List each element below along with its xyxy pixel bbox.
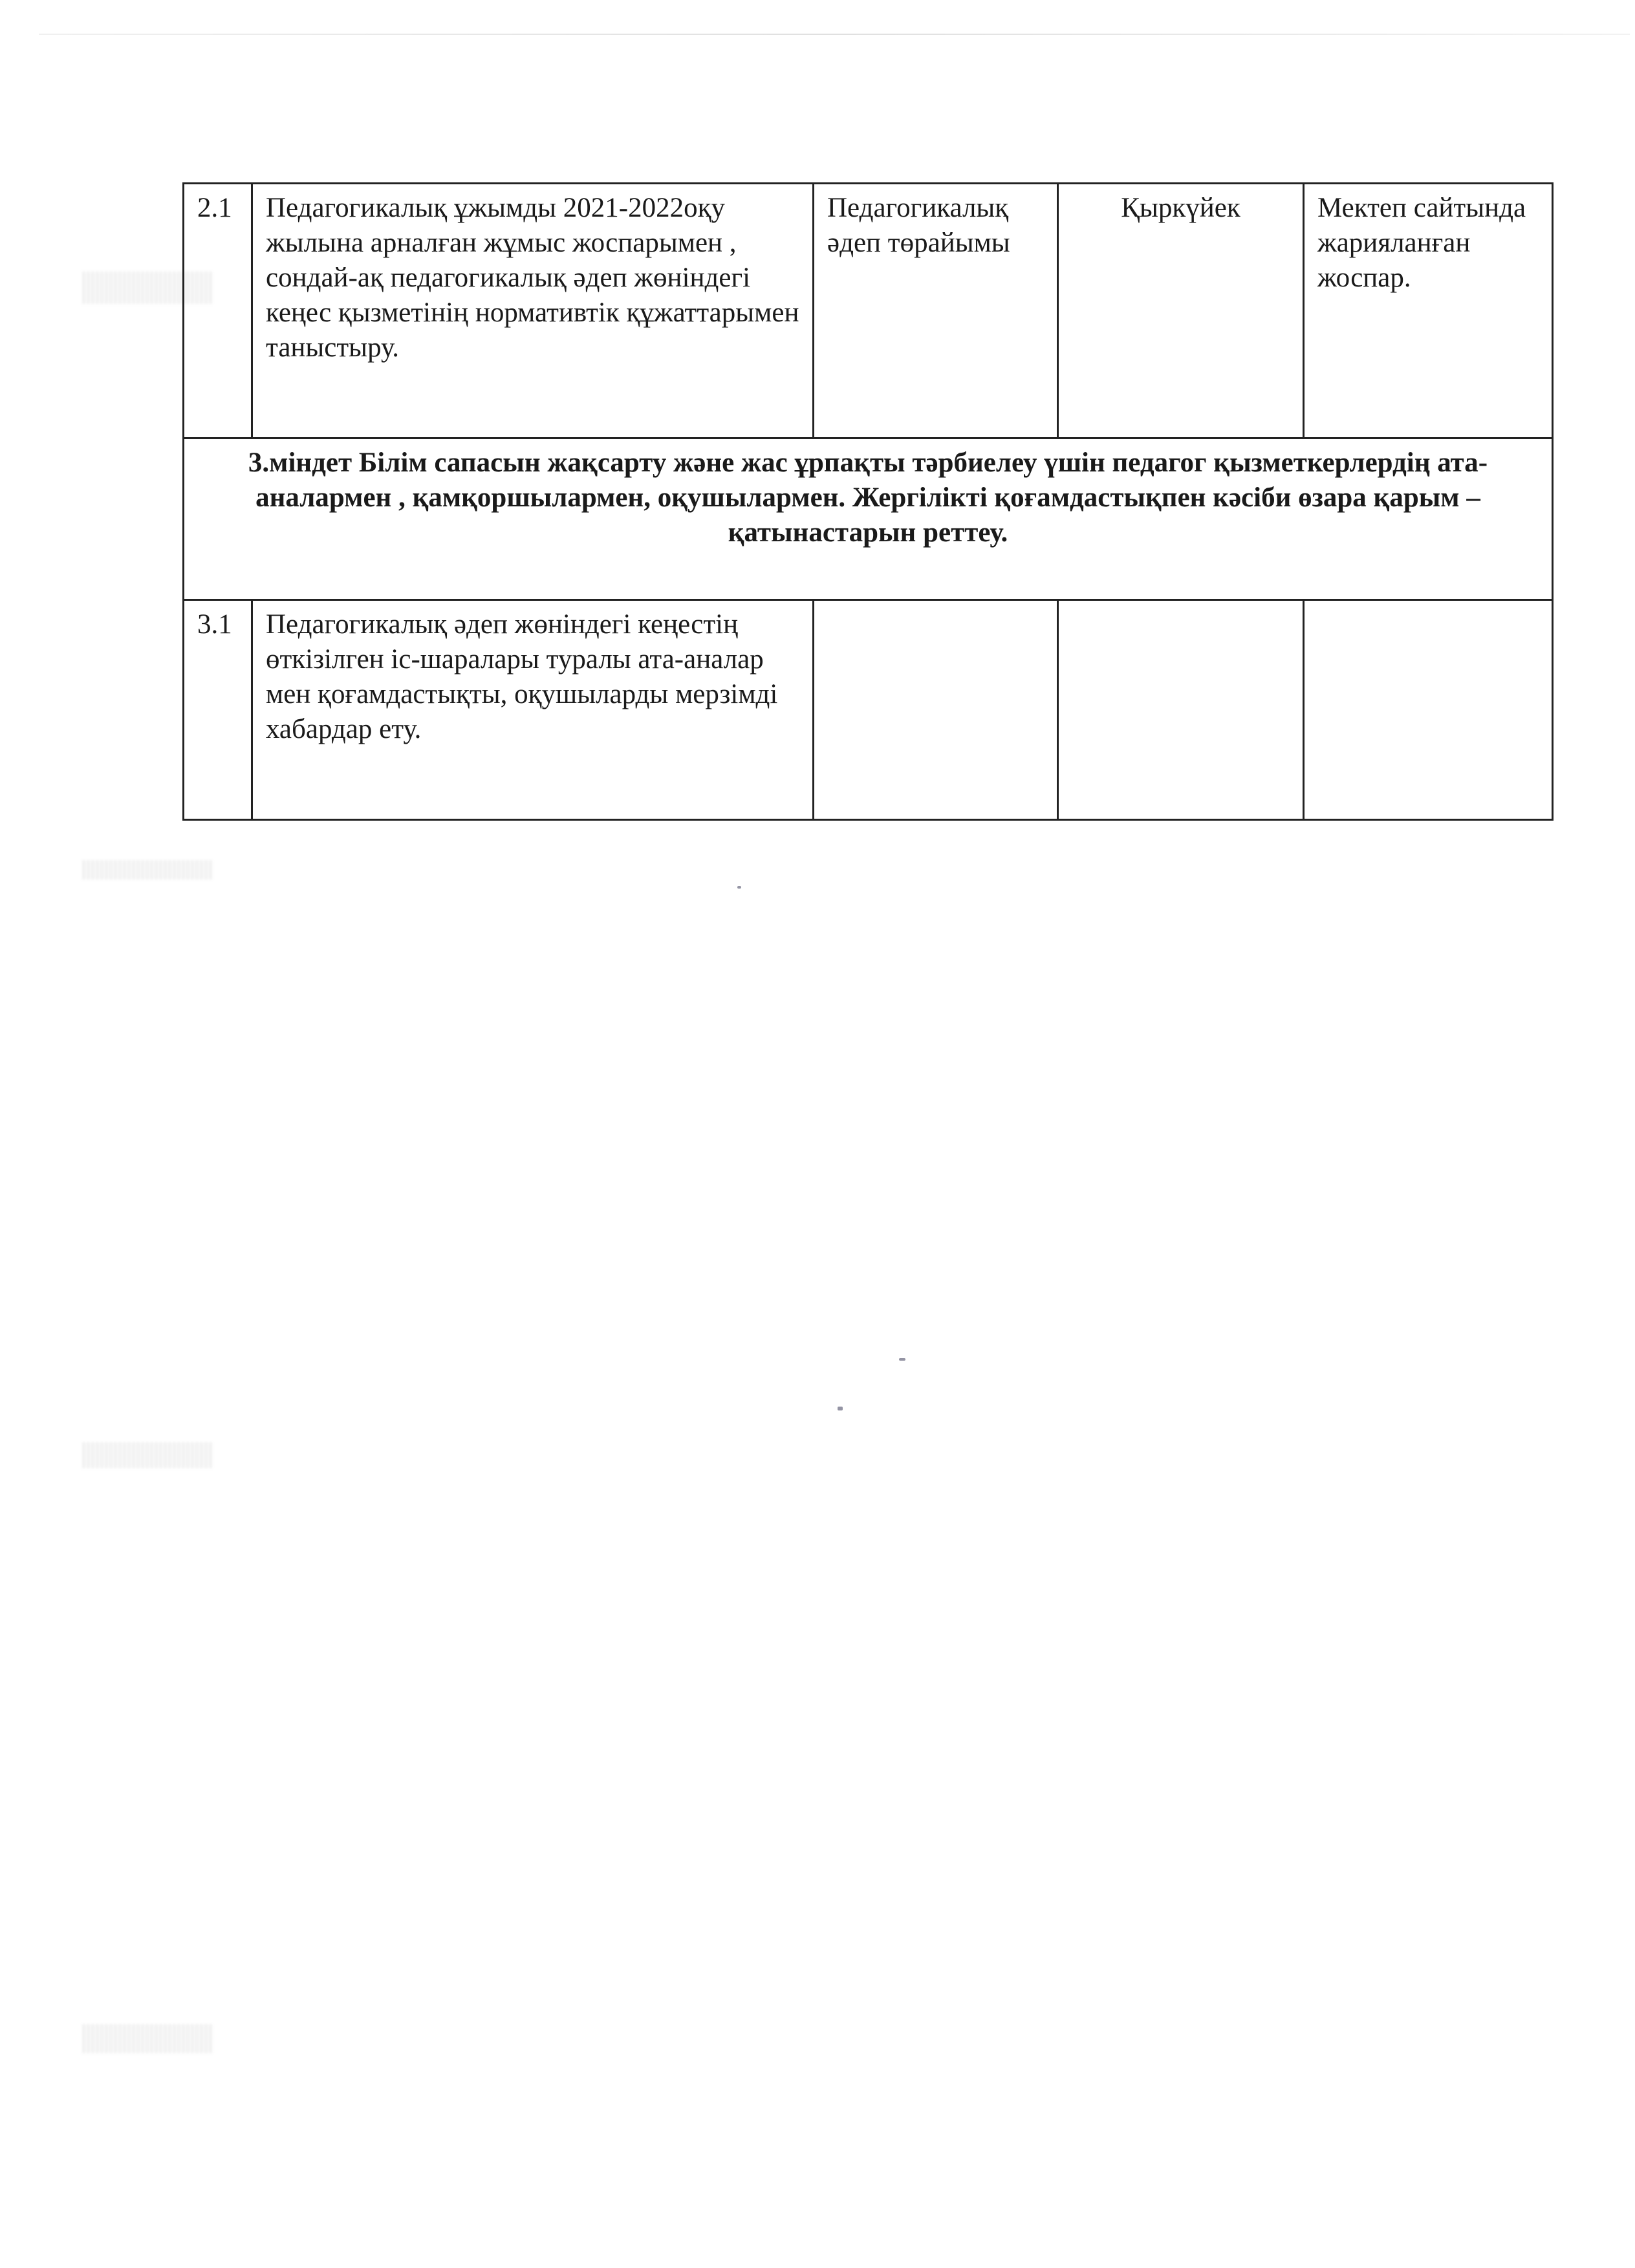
result-cell	[1304, 600, 1553, 820]
row-number: 3.1	[184, 600, 252, 820]
section-heading: 3.міндет Білім сапасын жақсарту және жас ұрпақты тәрбиелеу үшін педагог қызметкерлердің ата- аналармен , қамқоршылармен, оқушылармен. Жергілікті қоғамдастықпен кәсіби өзара қарым – қатынастарын реттеу.	[184, 438, 1553, 600]
responsible-cell: Педагогикалық әдеп төрайымы	[814, 184, 1058, 438]
table-row	[184, 600, 1553, 820]
plan-table	[182, 182, 1554, 821]
table-row	[184, 184, 1553, 438]
scan-speck	[838, 1407, 843, 1410]
section-heading-row	[184, 438, 1553, 600]
activity-cell: Педагогикалық ұжымды 2021-2022оқу жылына арналған жұмыс жоспарымен , сондай-ақ педагогикалық әдеп жөніндегі кеңес қызметінің нормативтік құжаттарымен таныстыру.	[252, 184, 814, 438]
activity-cell: Педагогикалық әдеп жөніндегі кеңестің өткізілген іс-шаралары туралы ата-аналар мен қоғамдастықты, оқушыларды мерзімді хабардар ету.	[252, 600, 814, 820]
scan-smudge	[83, 1442, 212, 1468]
scan-speck	[737, 886, 741, 889]
deadline-cell: Қыркүйек	[1058, 184, 1304, 438]
result-cell: Мектеп сайтында жарияланған жоспар.	[1304, 184, 1553, 438]
deadline-cell	[1058, 600, 1304, 820]
responsible-cell	[814, 600, 1058, 820]
row-number: 2.1	[184, 184, 252, 438]
scan-smudge	[83, 860, 212, 880]
scan-edge-line	[39, 34, 1630, 35]
scan-speck	[899, 1358, 905, 1361]
scan-smudge	[83, 2024, 212, 2053]
